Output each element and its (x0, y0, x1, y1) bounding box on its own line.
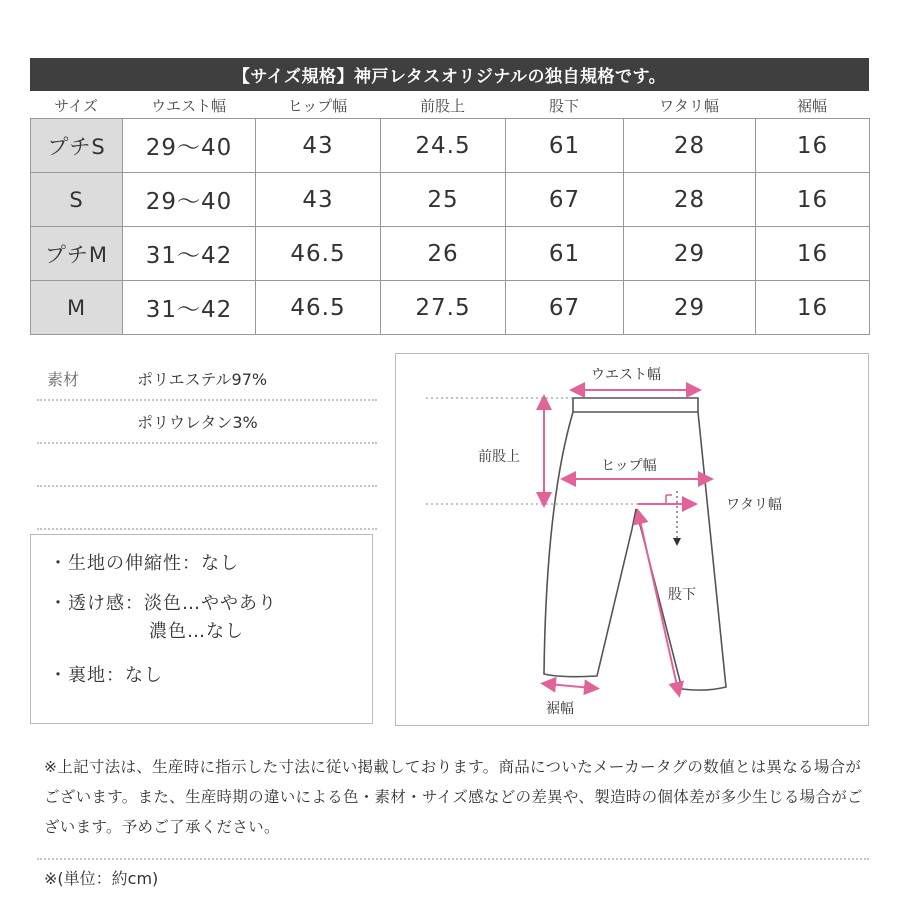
waist-label: ウエスト幅 (591, 367, 661, 383)
disclaimer-note: ※上記寸法は、生産時に指示した寸法に従い掲載しております。商品についたメーカータグの数値とは異なる場合がございます。また、生産時期の違いによる色・素材・サイズ感などの差異や、製造時の個体差が多少生じる場合がございます。予めご了承ください。 (44, 758, 863, 836)
thigh-cell: 28 (624, 119, 756, 173)
pants-outline-icon (396, 354, 870, 727)
inseam-label: 股下 (668, 587, 696, 603)
unit-note: ※(単位：約cm) (44, 869, 159, 888)
fabric-properties-box (30, 534, 373, 724)
waist-cell: 29〜40 (123, 119, 256, 173)
header-inseam: 股下 (548, 96, 579, 115)
front-rise-cell: 27.5 (381, 281, 506, 335)
material-row (37, 358, 377, 401)
waist-cell: 31〜42 (123, 227, 256, 281)
material-row (37, 401, 377, 444)
inseam-cell: 61 (506, 227, 624, 281)
material-row-empty (37, 444, 377, 487)
table-row (31, 173, 870, 227)
hip-cell: 43 (256, 173, 381, 227)
size-table-header (30, 92, 869, 118)
waist-cell: 31〜42 (123, 281, 256, 335)
inseam-cell: 67 (506, 173, 624, 227)
material-section (37, 358, 377, 530)
waist-cell: 29〜40 (123, 173, 256, 227)
size-cell: M (31, 281, 123, 335)
header-thigh: ワタリ幅 (659, 96, 719, 115)
header-waist: ウエスト幅 (150, 96, 226, 115)
hem-cell: 16 (756, 173, 870, 227)
hem-cell: 16 (756, 227, 870, 281)
hem-cell: 16 (756, 281, 870, 335)
sheer-light-property: ・透け感：淡色…ややあり (49, 593, 277, 614)
table-row (31, 119, 870, 173)
front-rise-cell: 25 (381, 173, 506, 227)
pants-measurement-diagram (395, 353, 869, 726)
material-label: 素材 (47, 370, 80, 389)
header-hem: 裾幅 (796, 96, 827, 115)
thigh-cell: 28 (624, 173, 756, 227)
header-front-rise: 前股上 (419, 96, 465, 115)
front-rise-cell: 26 (381, 227, 506, 281)
inseam-cell: 67 (506, 281, 624, 335)
size-spec-title: 【サイズ規格】神戸レタスオリジナルの独自規格です。 (30, 58, 869, 91)
sheer-dark-property: 濃色…なし (149, 621, 244, 642)
size-cell: S (31, 173, 123, 227)
thigh-label: ワタリ幅 (726, 497, 782, 513)
hip-cell: 43 (256, 119, 381, 173)
hip-label: ヒップ幅 (601, 458, 657, 474)
hem-cell: 16 (756, 119, 870, 173)
stretch-property: ・生地の伸縮性：なし (49, 553, 239, 574)
divider (37, 858, 869, 860)
header-hip: ヒップ幅 (287, 96, 348, 115)
hip-cell: 46.5 (256, 281, 381, 335)
material-value: ポリエステル97% (137, 370, 268, 389)
lining-property: ・裏地：なし (49, 665, 163, 686)
front-rise-label: 前股上 (478, 449, 520, 465)
thigh-cell: 29 (624, 281, 756, 335)
size-cell: プチS (31, 119, 123, 173)
inseam-cell: 61 (506, 119, 624, 173)
header-size: サイズ (54, 96, 98, 115)
thigh-cell: 29 (624, 227, 756, 281)
front-rise-cell: 24.5 (381, 119, 506, 173)
hip-cell: 46.5 (256, 227, 381, 281)
size-cell: プチM (31, 227, 123, 281)
material-value: ポリウレタン3% (137, 413, 258, 432)
material-row-empty (37, 487, 377, 530)
table-row (31, 227, 870, 281)
hem-label: 裾幅 (546, 701, 574, 717)
size-table (30, 118, 870, 335)
table-row (31, 281, 870, 335)
